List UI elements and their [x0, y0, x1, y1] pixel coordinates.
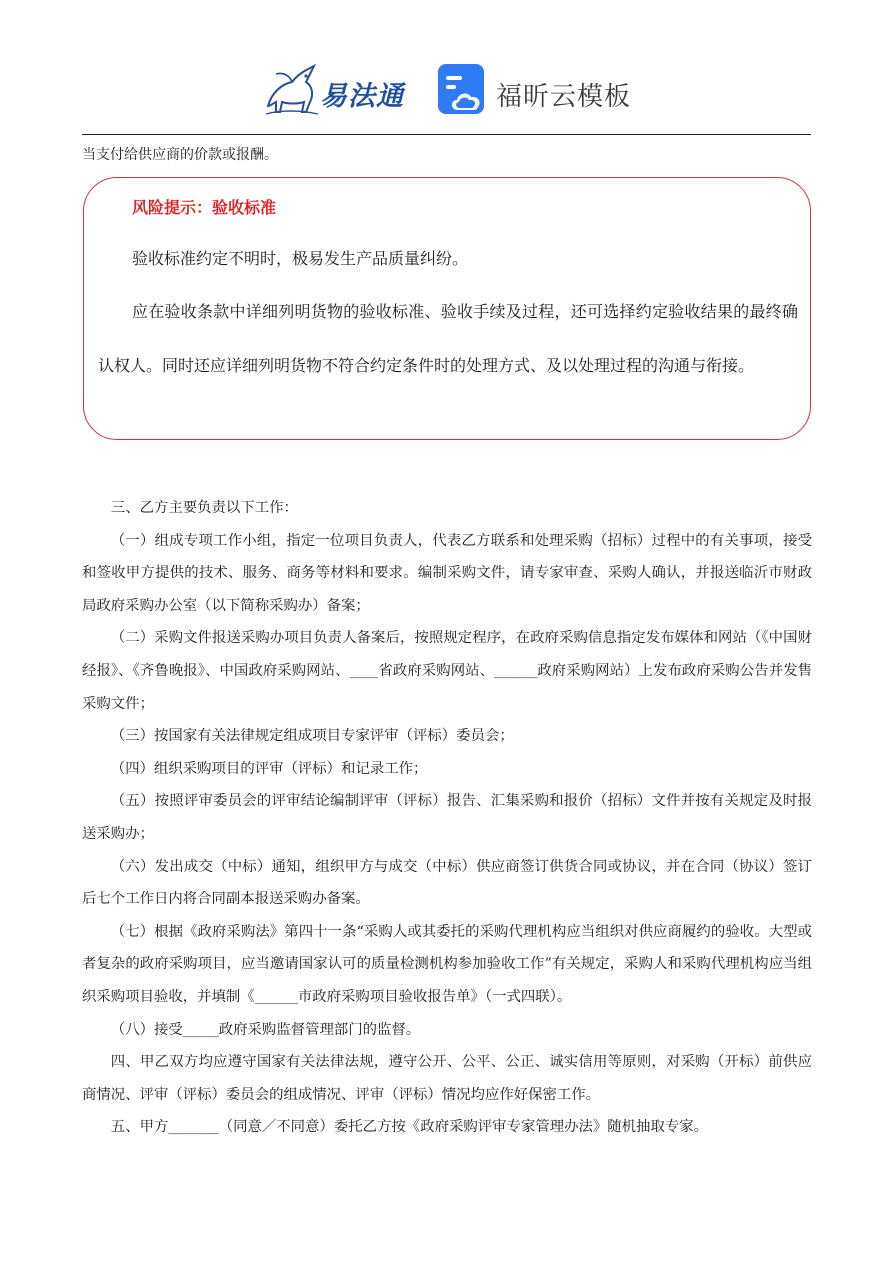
section-paragraph: 五、甲方_______（同意／不同意）委托乙方按《政府采购评审专家管理办法》随机抽取专家。	[110, 1119, 709, 1136]
clause-paragraph: （四）组织采购项目的评审（评标）和记录工作；	[110, 760, 428, 777]
risk-notice-paragraph: 验收标准约定不明时，极易发生产品质量纠纷。	[132, 249, 469, 268]
clause-paragraph: （五）按照评审委员会的评审结论编制评审（评标）报告、汇集采购和报价（招标）文件并按有关规定及时报送采购办；	[82, 793, 812, 842]
risk-notice-box	[83, 177, 811, 440]
contract-body	[82, 492, 812, 1144]
risk-notice-title: 风险提示：验收标准	[132, 198, 277, 217]
yifatong-logo-text: 易法通	[320, 81, 404, 112]
yifatong-logo	[262, 62, 412, 116]
section-paragraph: 四、甲乙双方均应遵守国家有关法律法规，遵守公开、公平、公正、诚实信用等原则，对采购（开标）前供应商情况、评审（评标）委员会的组成情况、评审（评标）情况均应作好保密工作。	[82, 1054, 812, 1103]
clause-paragraph: （一）组成专项工作小组，指定一位项目负责人，代表乙方联系和处理采购（招标）过程中的有关事项，接受和签收甲方提供的技术、服务、商务等材料和要求。编制采购文件，请专家审查、采购人确认，并报送临沂市财政局政府采购办公室（以下简称采购办）备案；	[82, 532, 812, 614]
foxit-cloud-template-logo	[436, 64, 636, 116]
cloud-document-icon	[436, 64, 488, 116]
page-header	[0, 58, 893, 122]
clause-paragraph: （二）采购文件报送采购办项目负责人备案后，按照规定程序，在政府采购信息指定发布媒体和网站（《中国财经报》、《齐鲁晚报》、中国政府采购网站、____省政府采购网站、______政府采购网站）上发布政府采购公告并发售采购文件；	[82, 630, 812, 712]
foxit-cloud-template-logo-text: 福昕云模板	[496, 82, 632, 112]
header-divider	[82, 134, 811, 135]
risk-notice-paragraph: 应在验收条款中详细列明货物的验收标准、验收手续及过程，还可选择约定验收结果的最终确认权人。同时还应详细列明货物不符合约定条件时的处理方式、及以处理过程的沟通与衔接。	[98, 302, 798, 375]
unicorn-emblem-icon	[262, 62, 320, 118]
clause-paragraph: （七）根据《政府采购法》第四十一条“采购人或其委托的采购代理机构应当组织对供应商履约的验收。大型或者复杂的政府采购项目，应当邀请国家认可的质量检测机构参加验收工作”有关规定，采购人和采购代理机构应当组织采购项目验收，并填制《______市政府采购项目验收报告单》（一式四联）。	[82, 923, 812, 1005]
section-heading: 三、乙方主要负责以下工作：	[110, 500, 298, 516]
clause-paragraph: （三）按国家有关法律规定组成项目专家评审（评标）委员会；	[110, 728, 514, 745]
clause-paragraph: （八）接受_____政府采购监督管理部门的监督。	[110, 1021, 421, 1038]
clause-paragraph: （六）发出成交（中标）通知，组织甲方与成交（中标）供应商签订供货合同或协议，并在合同（协议）签订后七个工作日内将合同副本报送采购办备案。	[82, 858, 812, 908]
continuation-line: 当支付给供应商的价款或报酬。	[82, 147, 278, 163]
